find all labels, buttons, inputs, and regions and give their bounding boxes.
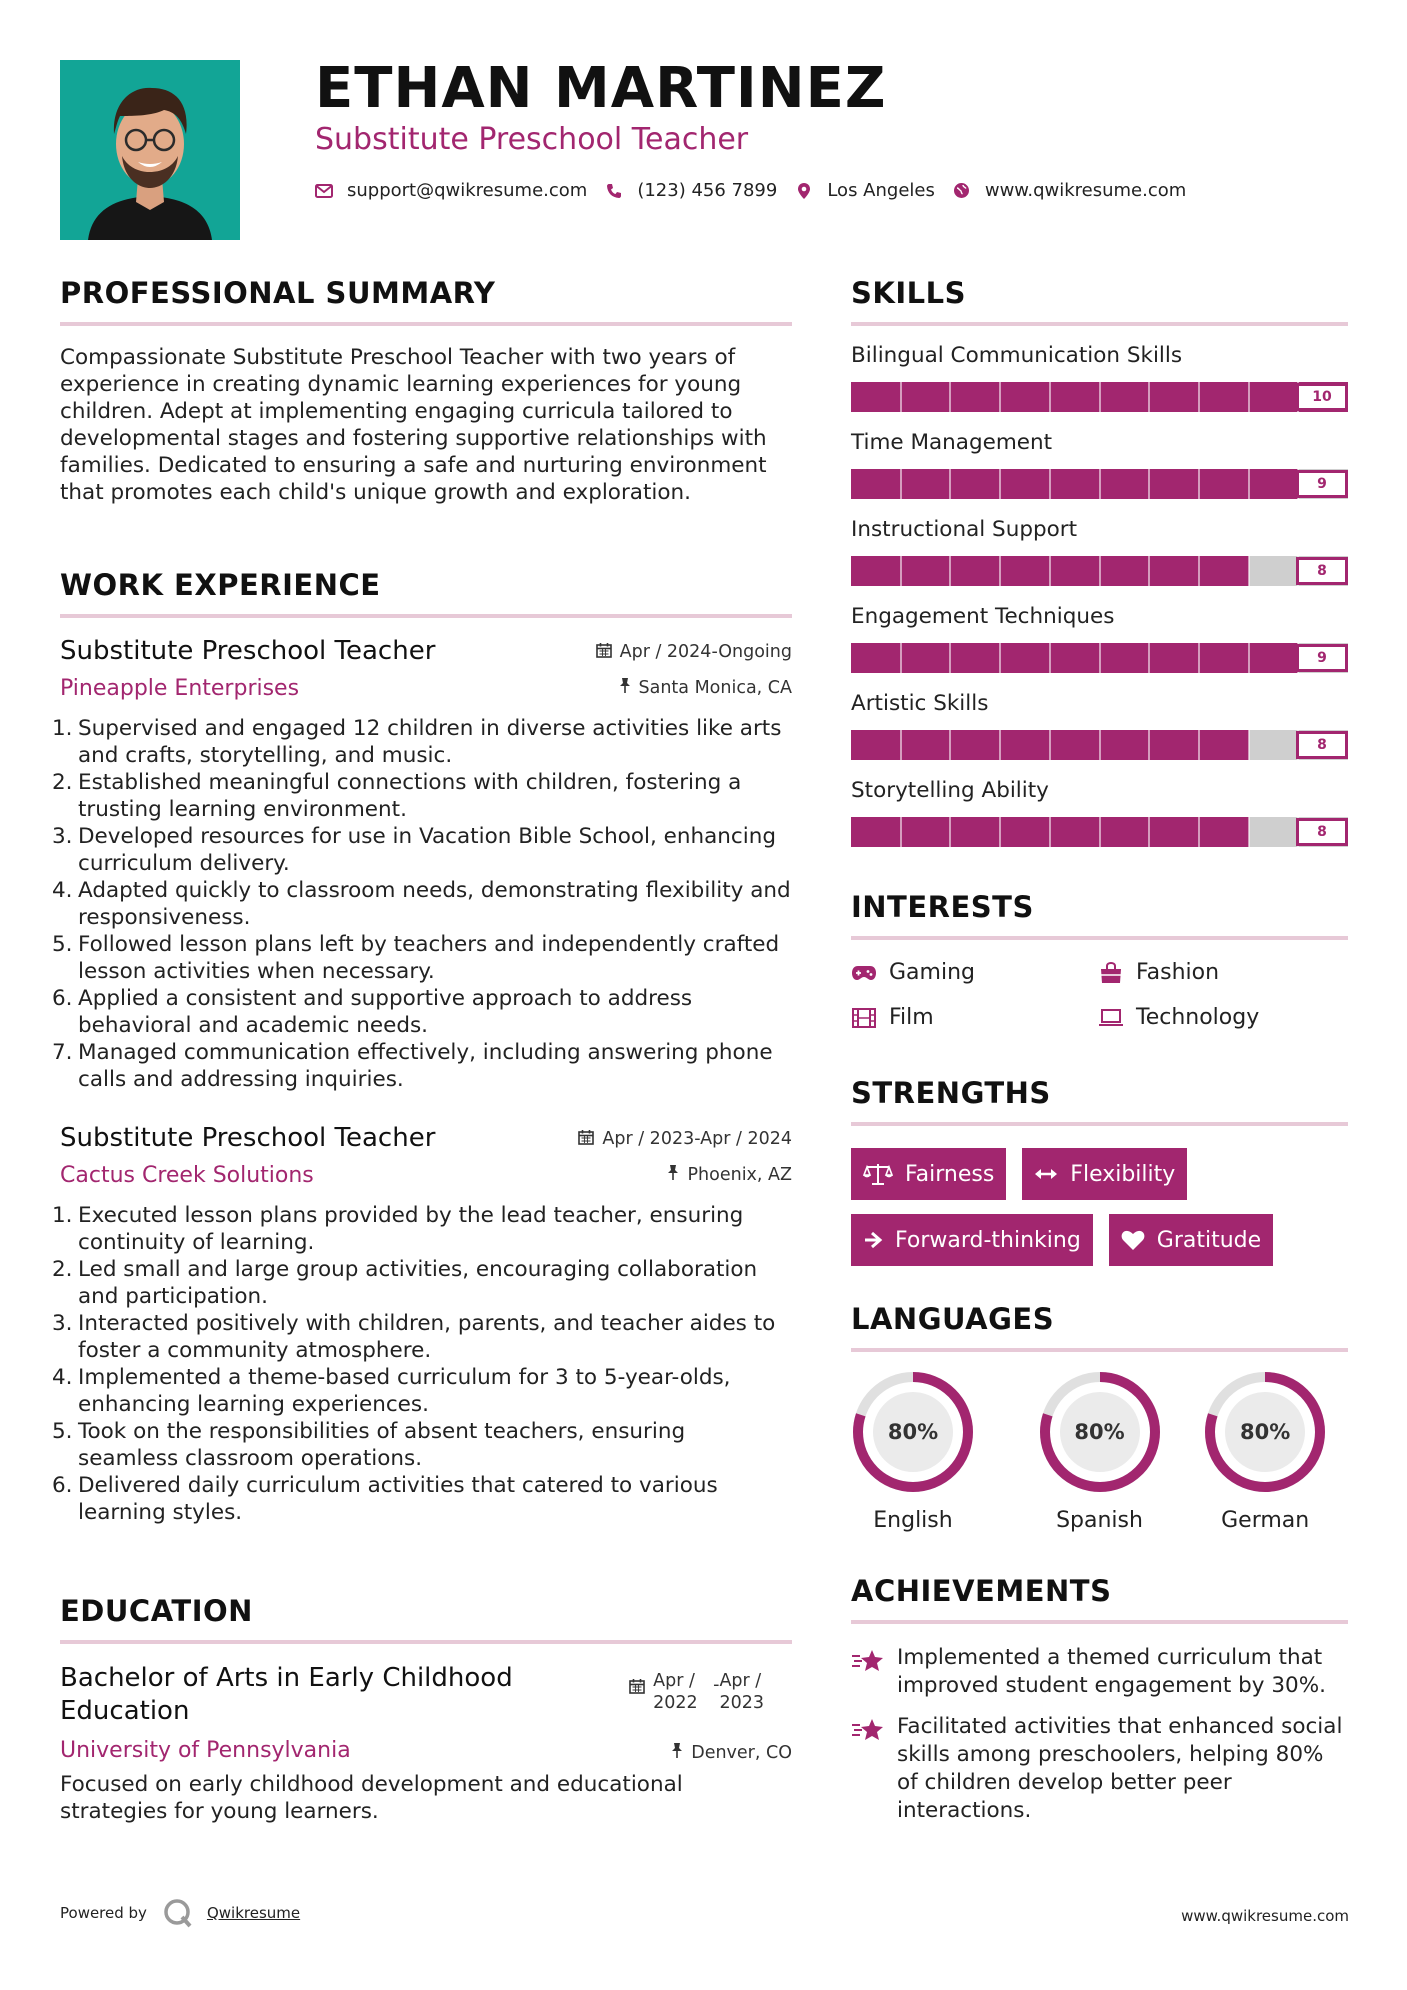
interest-item: Film (851, 1005, 1098, 1030)
globe-icon (953, 182, 971, 199)
skill-level-badge: 10 (1296, 383, 1348, 411)
skill-bar (851, 643, 1348, 673)
skill-bar-tick (1148, 556, 1150, 586)
skill-bar-tick (900, 556, 902, 586)
laptop-icon (1098, 1007, 1124, 1029)
skill-item (851, 777, 1348, 847)
skill-bar-tick (1049, 556, 1051, 586)
pushpin-icon (619, 677, 631, 698)
skill-bar-fill (851, 469, 1298, 499)
interests-heading: INTERESTS (851, 890, 1348, 940)
map-pin-icon (795, 182, 813, 200)
skill-bar-tick (1099, 643, 1101, 673)
skill-bar-tick (1198, 730, 1200, 760)
strength-badge: Gratitude (1109, 1214, 1273, 1266)
skill-bar-tick (949, 556, 951, 586)
list-item: 1. Executed lesson plans provided by the lead teacher, ensuring continuity of learning. (52, 1203, 744, 1255)
language-item (1182, 1370, 1348, 1533)
arrow-right-icon (863, 1230, 883, 1250)
skill-bar-tick (1198, 469, 1200, 499)
website-text: www.qwikresume.com (984, 180, 1187, 201)
job-duties-list (52, 1202, 792, 1526)
strengths-list (851, 1148, 1348, 1266)
skill-bar-tick (1248, 556, 1250, 586)
list-item: 1. Supervised and engaged 12 children in diverse activities like arts and crafts, storytelling, and music. (52, 716, 782, 768)
job-duties-list (52, 715, 792, 1093)
job-entry (52, 1123, 792, 1526)
language-percent: 80% (1240, 1420, 1291, 1444)
contact-bar (315, 180, 1204, 201)
language-percent: 80% (1074, 1420, 1125, 1444)
strength-badge: Fairness (851, 1148, 1006, 1200)
achievements-section (851, 1574, 1348, 1825)
skill-level-badge: 8 (1296, 818, 1348, 846)
skill-item (851, 690, 1348, 760)
skill-bar-tick (900, 730, 902, 760)
education-location: Denver, CO (671, 1742, 792, 1763)
skill-bar-tick (999, 469, 1001, 499)
skill-bar-tick (1248, 643, 1250, 673)
candidate-role: Substitute Preschool Teacher (315, 122, 749, 157)
skill-bar (851, 469, 1348, 499)
skill-bar-tick (900, 469, 902, 499)
candidate-name: ETHAN MARTINEZ (315, 56, 887, 121)
skill-level-badge: 9 (1296, 470, 1348, 498)
summary-section (60, 276, 792, 506)
job-company: Cactus Creek Solutions (60, 1163, 314, 1188)
experience-section (52, 568, 792, 1526)
skill-bar-tick (999, 817, 1001, 847)
shooting-star-icon (851, 1713, 885, 1825)
language-item (851, 1370, 1017, 1533)
skill-bar (851, 730, 1348, 760)
interests-section (851, 890, 1348, 1030)
skill-bar-tick (1248, 382, 1250, 412)
skill-level-badge: 8 (1296, 557, 1348, 585)
summary-heading: PROFESSIONAL SUMMARY (60, 276, 792, 326)
calendar-icon (596, 642, 612, 662)
job-title: Substitute Preschool Teacher (60, 1123, 436, 1153)
skills-heading: SKILLS (851, 276, 1348, 326)
skill-bar-tick (1049, 730, 1051, 760)
skill-bar-tick (1099, 730, 1101, 760)
skill-bar-tick (1049, 469, 1051, 499)
skill-bar-tick (999, 643, 1001, 673)
degree-title: Bachelor of Arts in Early Childhood Education (60, 1663, 513, 1726)
skill-bar-tick (999, 382, 1001, 412)
job-entry (52, 636, 792, 1093)
skill-bar-tick (949, 817, 951, 847)
education-date-start: Apr / 2022 (653, 1671, 698, 1713)
education-description: Focused on early childhood development and educational strategies for young learners. (60, 1772, 683, 1824)
list-item: 3. Developed resources for use in Vacation Bible School, enhancing curriculum delivery. (52, 824, 776, 876)
language-item (1017, 1370, 1183, 1533)
skill-bar-tick (1148, 382, 1150, 412)
list-item: 3. Interacted positively with children, parents, and teacher aides to foster a community atmosphere. (52, 1311, 776, 1363)
list-item: 6. Delivered daily curriculum activities that catered to various learning styles. (52, 1473, 718, 1525)
job-date: Apr / 2024-Ongoing (596, 642, 792, 662)
skill-bar-tick (1099, 556, 1101, 586)
arrows-horizontal-icon (1034, 1167, 1058, 1181)
date-separator: - (713, 1675, 720, 1695)
location-text: Los Angeles (827, 180, 935, 201)
list-item: 5. Took on the responsibilities of absent teachers, ensuring seamless classroom operations. (52, 1419, 686, 1471)
skill-name: Artistic Skills (851, 691, 989, 716)
interests-grid (851, 960, 1348, 1030)
skills-list (851, 342, 1348, 847)
contact-location (795, 180, 935, 201)
contact-email[interactable] (315, 180, 587, 201)
skill-bar-tick (1198, 817, 1200, 847)
strength-badge: Flexibility (1022, 1148, 1187, 1200)
strength-badge: Forward-thinking (851, 1214, 1093, 1266)
skill-bar-fill (851, 643, 1298, 673)
achievements-heading: ACHIEVEMENTS (851, 1574, 1348, 1624)
summary-text: Compassionate Substitute Preschool Teacher with two years of experience in creating dynamic learning experiences for young children. Adept at implementing engaging curricula tailored to developmental stages and fostering supportive relationships with families. Dedicated to ensuring a safe and nurturing environment that promotes each child's unique growth and exploration. (60, 345, 767, 505)
qwikresume-link[interactable]: Qwikresume (206, 1904, 301, 1922)
skill-bar-tick (1248, 469, 1250, 499)
strengths-heading: STRENGTHS (851, 1076, 1348, 1126)
skill-item (851, 603, 1348, 673)
contact-website[interactable] (953, 180, 1186, 201)
skill-item (851, 429, 1348, 499)
skill-level-badge: 8 (1296, 731, 1348, 759)
skill-bar-tick (1049, 817, 1051, 847)
skill-bar-tick (1099, 817, 1101, 847)
calendar-icon (629, 1678, 645, 1700)
phone-icon (605, 183, 623, 199)
language-name: English (873, 1508, 953, 1533)
interest-item: Technology (1098, 1005, 1348, 1030)
skill-bar-tick (1198, 556, 1200, 586)
job-company: Pineapple Enterprises (60, 676, 300, 701)
skill-name: Instructional Support (851, 517, 1078, 542)
language-ring (1038, 1370, 1162, 1494)
language-ring (851, 1370, 975, 1494)
person-portrait-icon (60, 60, 240, 240)
footer-powered-by (60, 1898, 300, 1928)
skill-name: Time Management (851, 430, 1053, 455)
achievement-item (851, 1713, 1348, 1825)
skill-bar-tick (900, 817, 902, 847)
skill-name: Engagement Techniques (851, 604, 1115, 629)
interest-item: Fashion (1098, 960, 1348, 985)
skill-name: Storytelling Ability (851, 778, 1049, 803)
email-text: support@qwikresume.com (347, 180, 588, 201)
job-location: Phoenix, AZ (667, 1164, 792, 1185)
skill-bar-tick (1049, 382, 1051, 412)
strengths-section (851, 1076, 1348, 1266)
scale-icon (863, 1162, 893, 1186)
calendar-icon (578, 1129, 594, 1149)
skill-bar-tick (949, 469, 951, 499)
skill-bar-tick (949, 730, 951, 760)
language-name: Spanish (1056, 1508, 1143, 1533)
education-entry (60, 1662, 792, 1825)
shooting-star-icon (851, 1644, 885, 1700)
skill-item (851, 342, 1348, 412)
skill-bar-tick (900, 382, 902, 412)
languages-section (851, 1302, 1348, 1533)
skill-name: Bilingual Communication Skills (851, 343, 1183, 368)
list-item: 2. Established meaningful connections with children, fostering a trusting learning environment. (52, 770, 742, 822)
skill-bar (851, 556, 1348, 586)
profile-photo (60, 60, 240, 240)
languages-list (851, 1370, 1348, 1533)
phone-text: (123) 456 7899 (637, 180, 778, 201)
skill-bar (851, 817, 1348, 847)
achievement-text: Implemented a themed curriculum that improved student engagement by 30%. (897, 1645, 1326, 1698)
education-date-end: Apr / 2023 (719, 1671, 764, 1713)
skill-bar-tick (1099, 382, 1101, 412)
education-date (629, 1670, 764, 1714)
skill-bar-tick (1248, 730, 1250, 760)
heart-icon (1121, 1230, 1145, 1251)
skill-item (851, 516, 1348, 586)
skill-bar-tick (1148, 469, 1150, 499)
skill-bar-tick (1148, 643, 1150, 673)
list-item: 6. Applied a consistent and supportive approach to address behavioral and academic needs. (52, 986, 693, 1038)
skill-bar-tick (1248, 817, 1250, 847)
interest-item: Gaming (851, 960, 1098, 985)
job-title: Substitute Preschool Teacher (60, 636, 436, 666)
contact-phone[interactable] (605, 180, 777, 201)
envelope-icon (315, 184, 333, 198)
pushpin-icon (667, 1164, 679, 1185)
education-heading: EDUCATION (60, 1594, 792, 1644)
job-date: Apr / 2023-Apr / 2024 (578, 1129, 792, 1149)
achievements-list (851, 1644, 1348, 1825)
skill-bar-tick (949, 382, 951, 412)
skill-bar-tick (1148, 817, 1150, 847)
skill-bar-tick (1198, 643, 1200, 673)
skill-bar-tick (999, 556, 1001, 586)
language-ring (1203, 1370, 1327, 1494)
list-item: 7. Managed communication effectively, including answering phone calls and addressing inquiries. (52, 1040, 773, 1092)
languages-heading: LANGUAGES (851, 1302, 1348, 1352)
list-item: 5. Followed lesson plans left by teachers and independently crafted lesson activities when necessary. (52, 932, 780, 984)
gamepad-icon (851, 962, 877, 984)
achievement-text: Facilitated activities that enhanced social skills among preschoolers, helping 80% of children develop better peer interactions. (897, 1714, 1343, 1823)
skill-bar-tick (900, 643, 902, 673)
pushpin-icon (671, 1742, 683, 1763)
skill-bar-tick (999, 730, 1001, 760)
achievement-item (851, 1644, 1348, 1700)
skill-bar-tick (1049, 643, 1051, 673)
list-item: 4. Adapted quickly to classroom needs, demonstrating flexibility and responsiveness. (52, 878, 791, 930)
skills-section (851, 276, 1348, 847)
school-name: University of Pennsylvania (60, 1738, 351, 1763)
list-item: 2. Led small and large group activities, encouraging collaboration and participation. (52, 1257, 758, 1309)
language-name: German (1221, 1508, 1310, 1533)
skill-bar-tick (1198, 382, 1200, 412)
job-location: Santa Monica, CA (619, 677, 793, 698)
skill-bar (851, 382, 1348, 412)
film-icon (851, 1007, 877, 1029)
skill-bar-tick (949, 643, 951, 673)
skill-bar-tick (1099, 469, 1101, 499)
skill-level-badge: 9 (1296, 644, 1348, 672)
skill-bar-tick (1148, 730, 1150, 760)
footer-website-link[interactable]: www.qwikresume.com (1181, 1907, 1349, 1925)
qwikresume-logo-icon (163, 1898, 193, 1928)
education-section (60, 1594, 792, 1825)
bag-icon (1098, 962, 1124, 984)
experience-heading: WORK EXPERIENCE (60, 568, 792, 618)
language-percent: 80% (887, 1420, 939, 1444)
list-item: 4. Implemented a theme-based curriculum for 3 to 5-year-olds, enhancing learning experiences. (52, 1365, 731, 1417)
powered-by-label: Powered by (60, 1904, 147, 1922)
